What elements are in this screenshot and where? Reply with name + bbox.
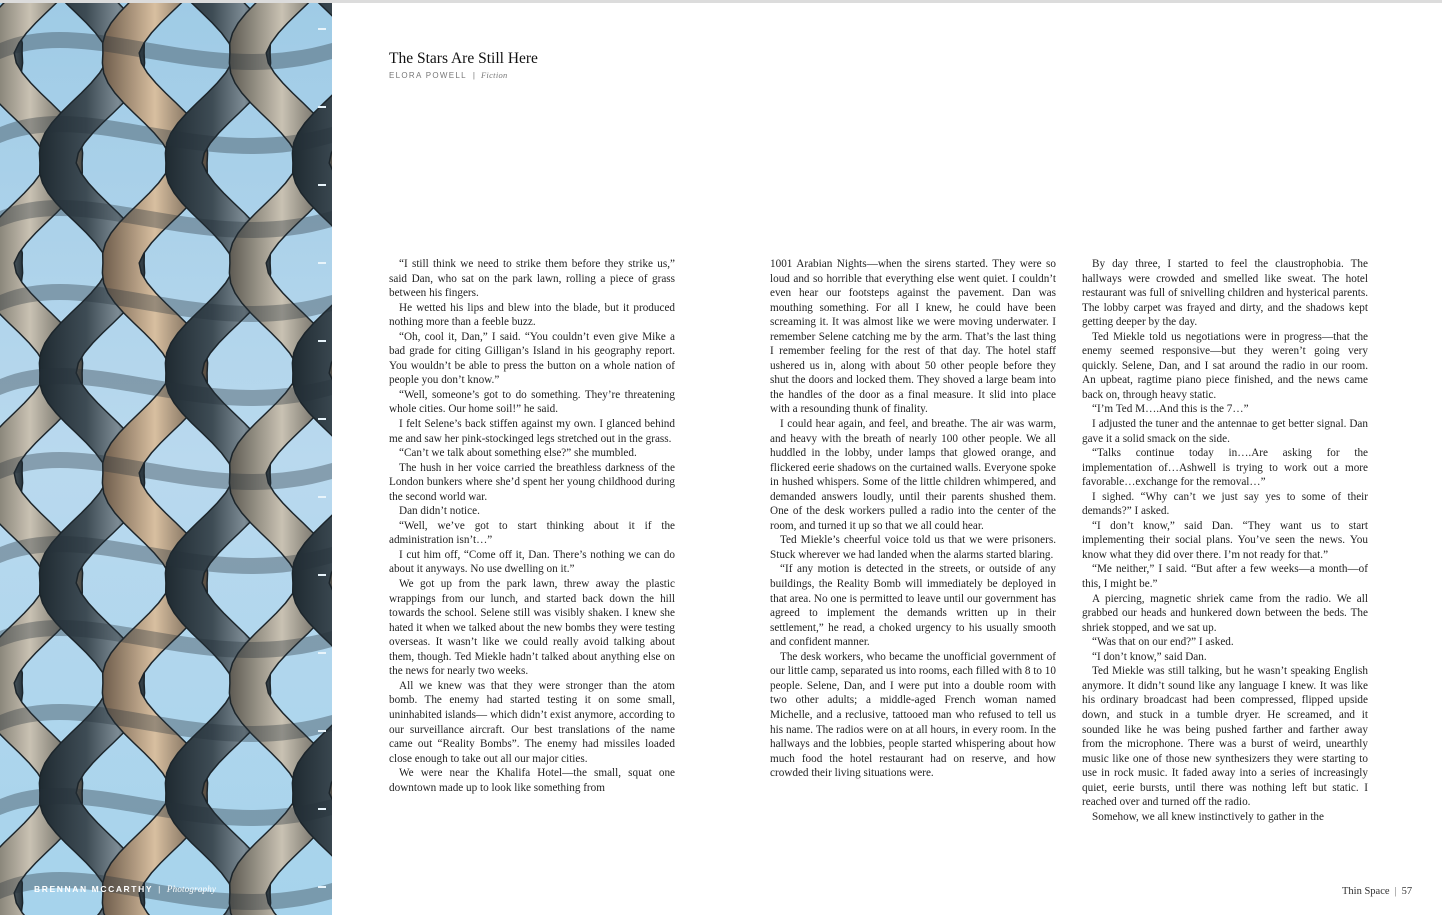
facade-highlight xyxy=(318,340,326,342)
paragraph: I felt Selene’s back stiffen against my own. I glanced behind me and saw her pink-stockinged legs stretched out in the grass. xyxy=(389,418,675,445)
paragraph: “Me neither,” I said. “But after a few weeks—a month—of this, I might be.” xyxy=(1082,563,1368,591)
page-number: 57 xyxy=(1401,886,1413,897)
paragraph: Somehow, we all knew instinctively to gather in the xyxy=(1092,810,1324,823)
paragraph: I adjusted the tuner and the antennae to get better signal. Dan gave it a solid smack on the side. xyxy=(1082,418,1368,445)
paragraph: “I don’t know,” said Dan. xyxy=(1092,650,1207,663)
facade-highlight xyxy=(318,730,326,732)
page-footer xyxy=(1342,886,1412,897)
paragraph: Ted Miekle told us negotiations were in progress—that the enemy seemed responsive—but they weren’t going very quickly. Selene, Dan, and I sat around the radio in our room. An upbeat, ragtime piano piece finished, and the news came back on, through heavy static. xyxy=(1082,330,1368,401)
paragraph: “Well, we’ve got to start thinking about it if the administration isn’t…” xyxy=(389,519,675,547)
facade-highlight xyxy=(318,28,326,30)
paragraph: “I don’t know,” said Dan. “They want us to start implementing their social plans. You’ve seen the news. You know what they did over there. I’m not ready for that.” xyxy=(1082,519,1368,561)
paragraph: 1001 Arabian Nights—when the sirens started. They were so loud and so horrible that everything else went quiet. I couldn’t even hear our footsteps against the pavement. Dan was mouthing something. For all I knew, he could have been screaming it. It was almost like we were moving underwater. I remember Selene catching me by the arm. That’s the last thing I remember feeling for the rest of that day. The hotel staff ushered us in, along with about 50 other people before they shut the doors and locked them. They shoved a large beam into the handles of the door as a final measure. It slid into place with a resounding thunk of finality. xyxy=(770,258,1056,416)
paragraph: By day three, I started to feel the claustrophobia. The hallways were crowded and smelled like sweat. The hotel restaurant was full of snivelling children and hysterical parents. The lobby carpet was frayed and dirty, and the shadows kept getting deeper by the day. xyxy=(1082,258,1368,329)
paragraph: “I’m Ted M….And this is the 7…” xyxy=(1092,403,1249,416)
paragraph: “Talks continue today in….Are asking for the implementation of…Ashwell is trying to work out a more favorable…exchange for the removal…” xyxy=(1082,447,1368,489)
facade-highlight xyxy=(318,496,326,498)
paragraph: A piercing, magnetic shriek came from the radio. We all grabbed our heads and hunkered down between the beds. The shriek stopped, and we sat up. xyxy=(1082,592,1368,634)
paragraph: “Can’t we talk about something else?” she mumbled. xyxy=(399,447,637,460)
facade-highlight xyxy=(318,262,326,264)
credit-separator: | xyxy=(158,884,162,894)
paragraph: I sighed. “Why can’t we just say yes to some of their demands?” I asked. xyxy=(1082,490,1368,518)
paragraph: Ted Miekle was still talking, but he wasn’t speaking English anymore. It didn’t sound like any language I knew. It was like his ordinary broadcast had been compressed, flipped upside down, and stuck in a tumble dryer. He screamed, and it sounded like he was being pushed farther and farther away from the microphone. There was a burst of weird, unearthly music like one of those new synthesizers they were starting to use in rock music. It faded away into a series of increasingly quiet, eerie bursts, until there was nothing left but static. I reached over and turned off the radio. xyxy=(1082,665,1368,809)
facade-highlight xyxy=(318,574,326,576)
byline xyxy=(389,70,508,80)
wave-facade-image xyxy=(0,3,332,915)
paragraph: “If any motion is detected in the streets, or outside of any buildings, the Reality Bomb will immediately be deployed in that area. No one is permitted to leave until our government has agreed to implement the demands written up in their settlement,” he read, a choked urgency to his usually smooth and confident manner. xyxy=(770,563,1056,649)
paragraph: The hush in her voice carried the breathless darkness of the London bunkers where she’d spent her young childhood during the second world war. xyxy=(389,461,675,503)
article-title: The Stars Are Still Here xyxy=(389,50,538,67)
paragraph: Dan didn’t notice. xyxy=(399,505,480,518)
text-column-2 xyxy=(770,257,1056,845)
facade-highlight xyxy=(318,808,326,810)
magazine-name: Thin Space xyxy=(1342,886,1390,897)
paragraph: “I still think we need to strike them before they strike us,” said Dan, who sat on the park lawn, rolling a piece of grass between his fingers. xyxy=(389,258,675,300)
paragraph: All we knew was that they were stronger than the atom bomb. The enemy had started testing it on some small, uninhabited islands— which didn’t exist anymore, according to our surveillance aircraft. Our best translations of the name came out “Reality Bombs”. The enemy had missiles loaded close enough to take out all our major cities. xyxy=(389,679,675,765)
paragraph: I could hear again, and feel, and breathe. The air was warm, and heavy with the breath of nearly 100 other people. We all huddled in the lobby, under lamps that glowed orange, and flickered eerie shadows on the curtained walls. Everyone spoke in hushed whispers. Some of the little children whimpered, and demanded answers loudly, until their parents shushed them. One of the desk workers pulled a radio into the center of the room, and turned it up so that we all could hear. xyxy=(770,418,1056,532)
facade-highlight xyxy=(318,652,326,654)
credit-type: Photography xyxy=(166,884,217,894)
author-name: ELORA POWELL xyxy=(389,71,467,80)
paragraph: “Oh, cool it, Dan,” I said. “You couldn’t even give Mike a bad grade for citing Gilligan’s Island in his geography report. You wouldn’t be able to press the button on a whole nation of people you don’t know.” xyxy=(389,330,675,387)
paragraph: I cut him off, “Come off it, Dan. There’s nothing we can do about it anyways. No use dwelling on it.” xyxy=(389,548,675,576)
paragraph: We got up from the park lawn, threw away the plastic wrappings from our lunch, and started back down the hill towards the school. Selene still was visibly shaken. I knew she hated it when we talked about the new bombs they were testing overseas. It wasn’t like we could really avoid talking about them, though. Ted Miekle hadn’t talked about anything else on the news for nearly two weeks. xyxy=(389,578,675,678)
paragraph: Ted Miekle’s cheerful voice told us that we were prisoners. Stuck wherever we had landed when the alarms started blaring. xyxy=(770,534,1056,561)
text-column-3 xyxy=(1082,257,1368,845)
paragraph: “Was that on our end?” I asked. xyxy=(1092,636,1234,649)
paragraph: He wetted his lips and blew into the blade, but it produced nothing more than a feeble buzz. xyxy=(389,301,675,329)
genre-label: Fiction xyxy=(480,70,508,80)
facade-highlight xyxy=(318,418,326,420)
text-column-1 xyxy=(389,257,675,845)
paragraph: “Well, someone’s got to do something. They’re threatening whole cities. Our home soil!” he said. xyxy=(389,388,675,416)
paragraph: We were near the Khalifa Hotel—the small, squat one downtown made up to look like something from xyxy=(389,767,675,794)
photo-credit xyxy=(34,884,216,894)
facade-highlight xyxy=(318,886,326,888)
byline-separator: | xyxy=(472,71,475,80)
facade-highlight xyxy=(318,184,326,186)
cover-photo xyxy=(0,3,332,915)
facade-highlight xyxy=(318,106,326,108)
photographer-name: BRENNAN MCCARTHY xyxy=(34,884,154,894)
paragraph: The desk workers, who became the unofficial government of our little camp, separated us into rooms, each filled with 8 to 10 people. Selene, Dan, and I were put into a double room with two other adults; a middle-aged French woman named Michelle, and a reclusive, tattooed man who refused to tell us his name. The radios were on at all hours, in every room. In the hallways and the lobbies, people started whispering about how much food the hotel restaurant had on reserve, and how crowded their living situations were. xyxy=(770,650,1056,780)
footer-separator: | xyxy=(1394,886,1397,897)
